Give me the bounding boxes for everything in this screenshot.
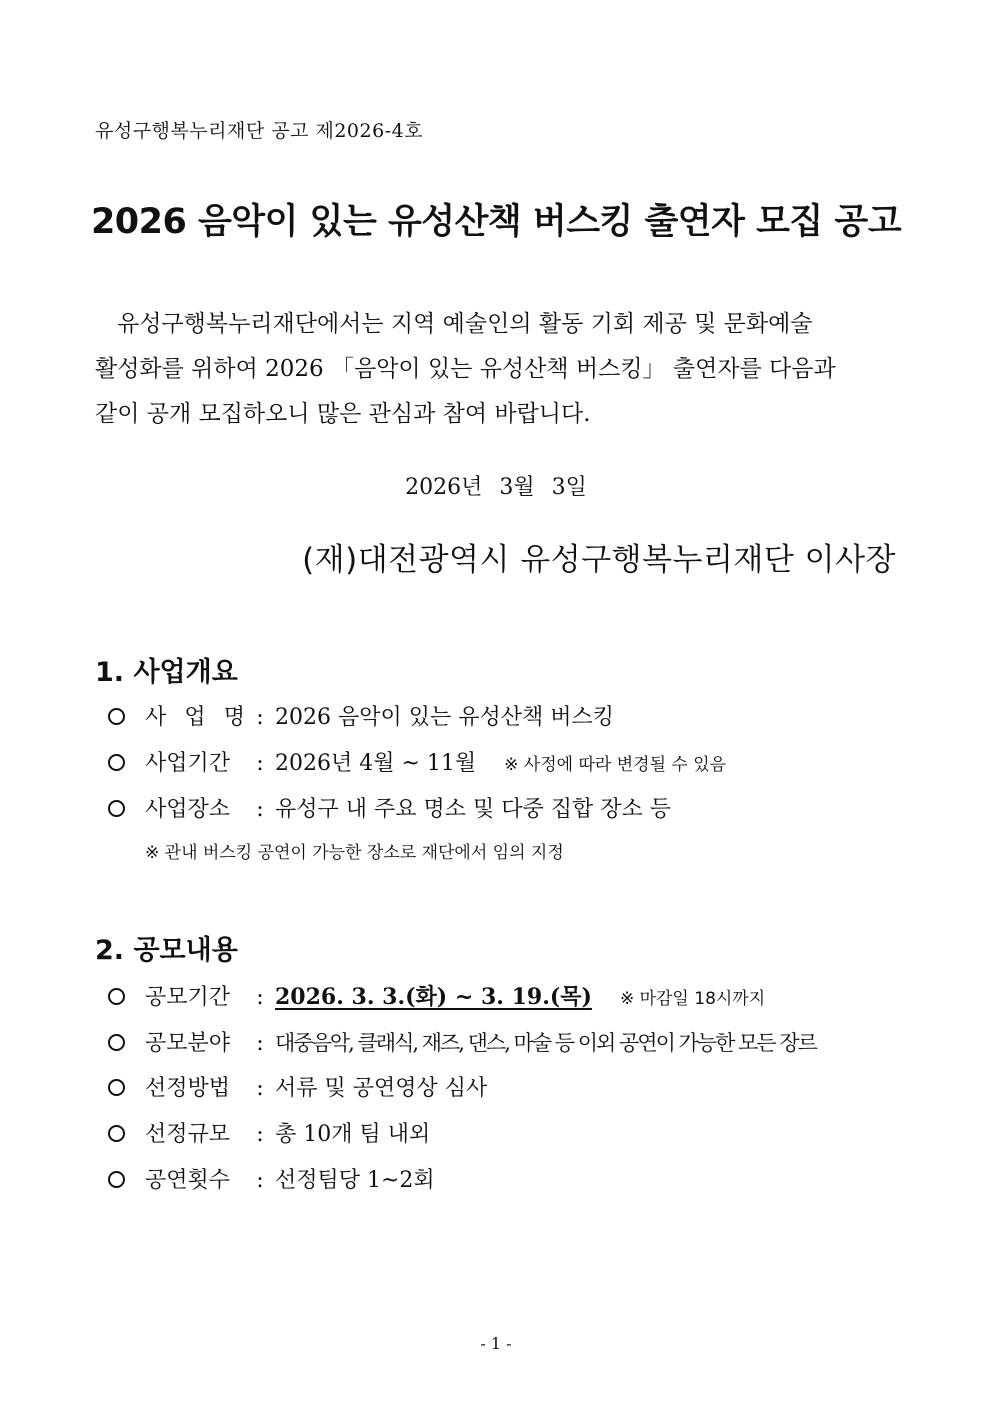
list-item [108,974,908,1020]
section-heading-overview: 1. 사업개요 [95,657,238,688]
circle-bullet-icon [108,1171,125,1188]
list-item [108,695,908,741]
item-value: 2026 음악이 있는 유성산책 버스킹 [275,705,614,730]
list-item [108,741,908,787]
intro-line-3: 같이 공개 모집하오니 많은 관심과 참여 바랍니다. [95,401,591,427]
colon: : [256,1168,264,1193]
item-value: 대중음악, 클래식, 재즈, 댄스, 마술 등 이외 공연이 가능한 모든 장르 [275,1031,816,1055]
item-note: ※ 사정에 따라 변경될 수 있음 [504,755,727,775]
item-value: 유성구 내 주요 명소 및 다중 집합 장소 등 [275,797,671,822]
overview-list [108,695,908,833]
circle-bullet-icon [108,708,125,725]
item-label: 사업기간 [145,751,231,776]
colon: : [256,985,264,1010]
list-item [108,1020,908,1066]
circle-bullet-icon [108,800,125,817]
item-value: 2026. 3. 3.(화) ~ 3. 19.(목) [275,984,592,1010]
list-item [108,1158,908,1204]
item-label: 공모분야 [145,1031,231,1056]
colon: : [256,1122,264,1147]
item-value: 2026년 4월 ~ 11월 [275,751,477,776]
colon: : [256,751,264,776]
colon: : [256,797,264,822]
item-label: 공연횟수 [145,1168,231,1193]
item-label: 선정방법 [145,1076,231,1101]
contest-list [108,974,908,1204]
colon: : [256,1031,264,1056]
item-value: 서류 및 공연영상 심사 [275,1076,488,1101]
item-label: 사 업 명 [145,705,245,730]
list-item [108,787,908,833]
location-note: ※ 관내 버스킹 공연이 가능한 장소로 재단에서 임의 지정 [145,843,564,863]
item-label: 선정규모 [145,1122,231,1147]
page-title: 2026 음악이 있는 유성산책 버스킹 출연자 모집 공고 [90,202,902,242]
item-value: 총 10개 팀 내외 [275,1122,431,1147]
notice-number: 유성구행복누리재단 공고 제2026-4호 [95,120,424,142]
intro-line-2: 활성화를 위하여 2026 「음악이 있는 유성산책 버스킹」 출연자를 다음과 [95,356,836,382]
list-item [108,1112,908,1158]
item-label: 사업장소 [145,797,231,822]
item-label: 공모기간 [145,985,231,1010]
notice-date: 2026년 3월 3일 [405,475,587,500]
circle-bullet-icon [108,1079,125,1096]
item-value: 선정팀당 1~2회 [275,1168,435,1193]
circle-bullet-icon [108,1034,125,1051]
circle-bullet-icon [108,754,125,771]
item-note: ※ 마감일 18시까지 [619,989,766,1009]
colon: : [256,1076,264,1101]
intro-line-1: 유성구행복누리재단에서는 지역 예술인의 활동 기회 제공 및 문화예술 [117,311,813,337]
intro-paragraph [95,302,895,437]
section-heading-contest: 2. 공모내용 [95,935,238,966]
list-item [108,1066,908,1112]
circle-bullet-icon [108,1125,125,1142]
issuer-name: (재)대전광역시 유성구행복누리재단 이사장 [302,542,896,578]
colon: : [256,705,264,730]
page-number: - 1 - [480,1334,512,1353]
circle-bullet-icon [108,988,125,1005]
